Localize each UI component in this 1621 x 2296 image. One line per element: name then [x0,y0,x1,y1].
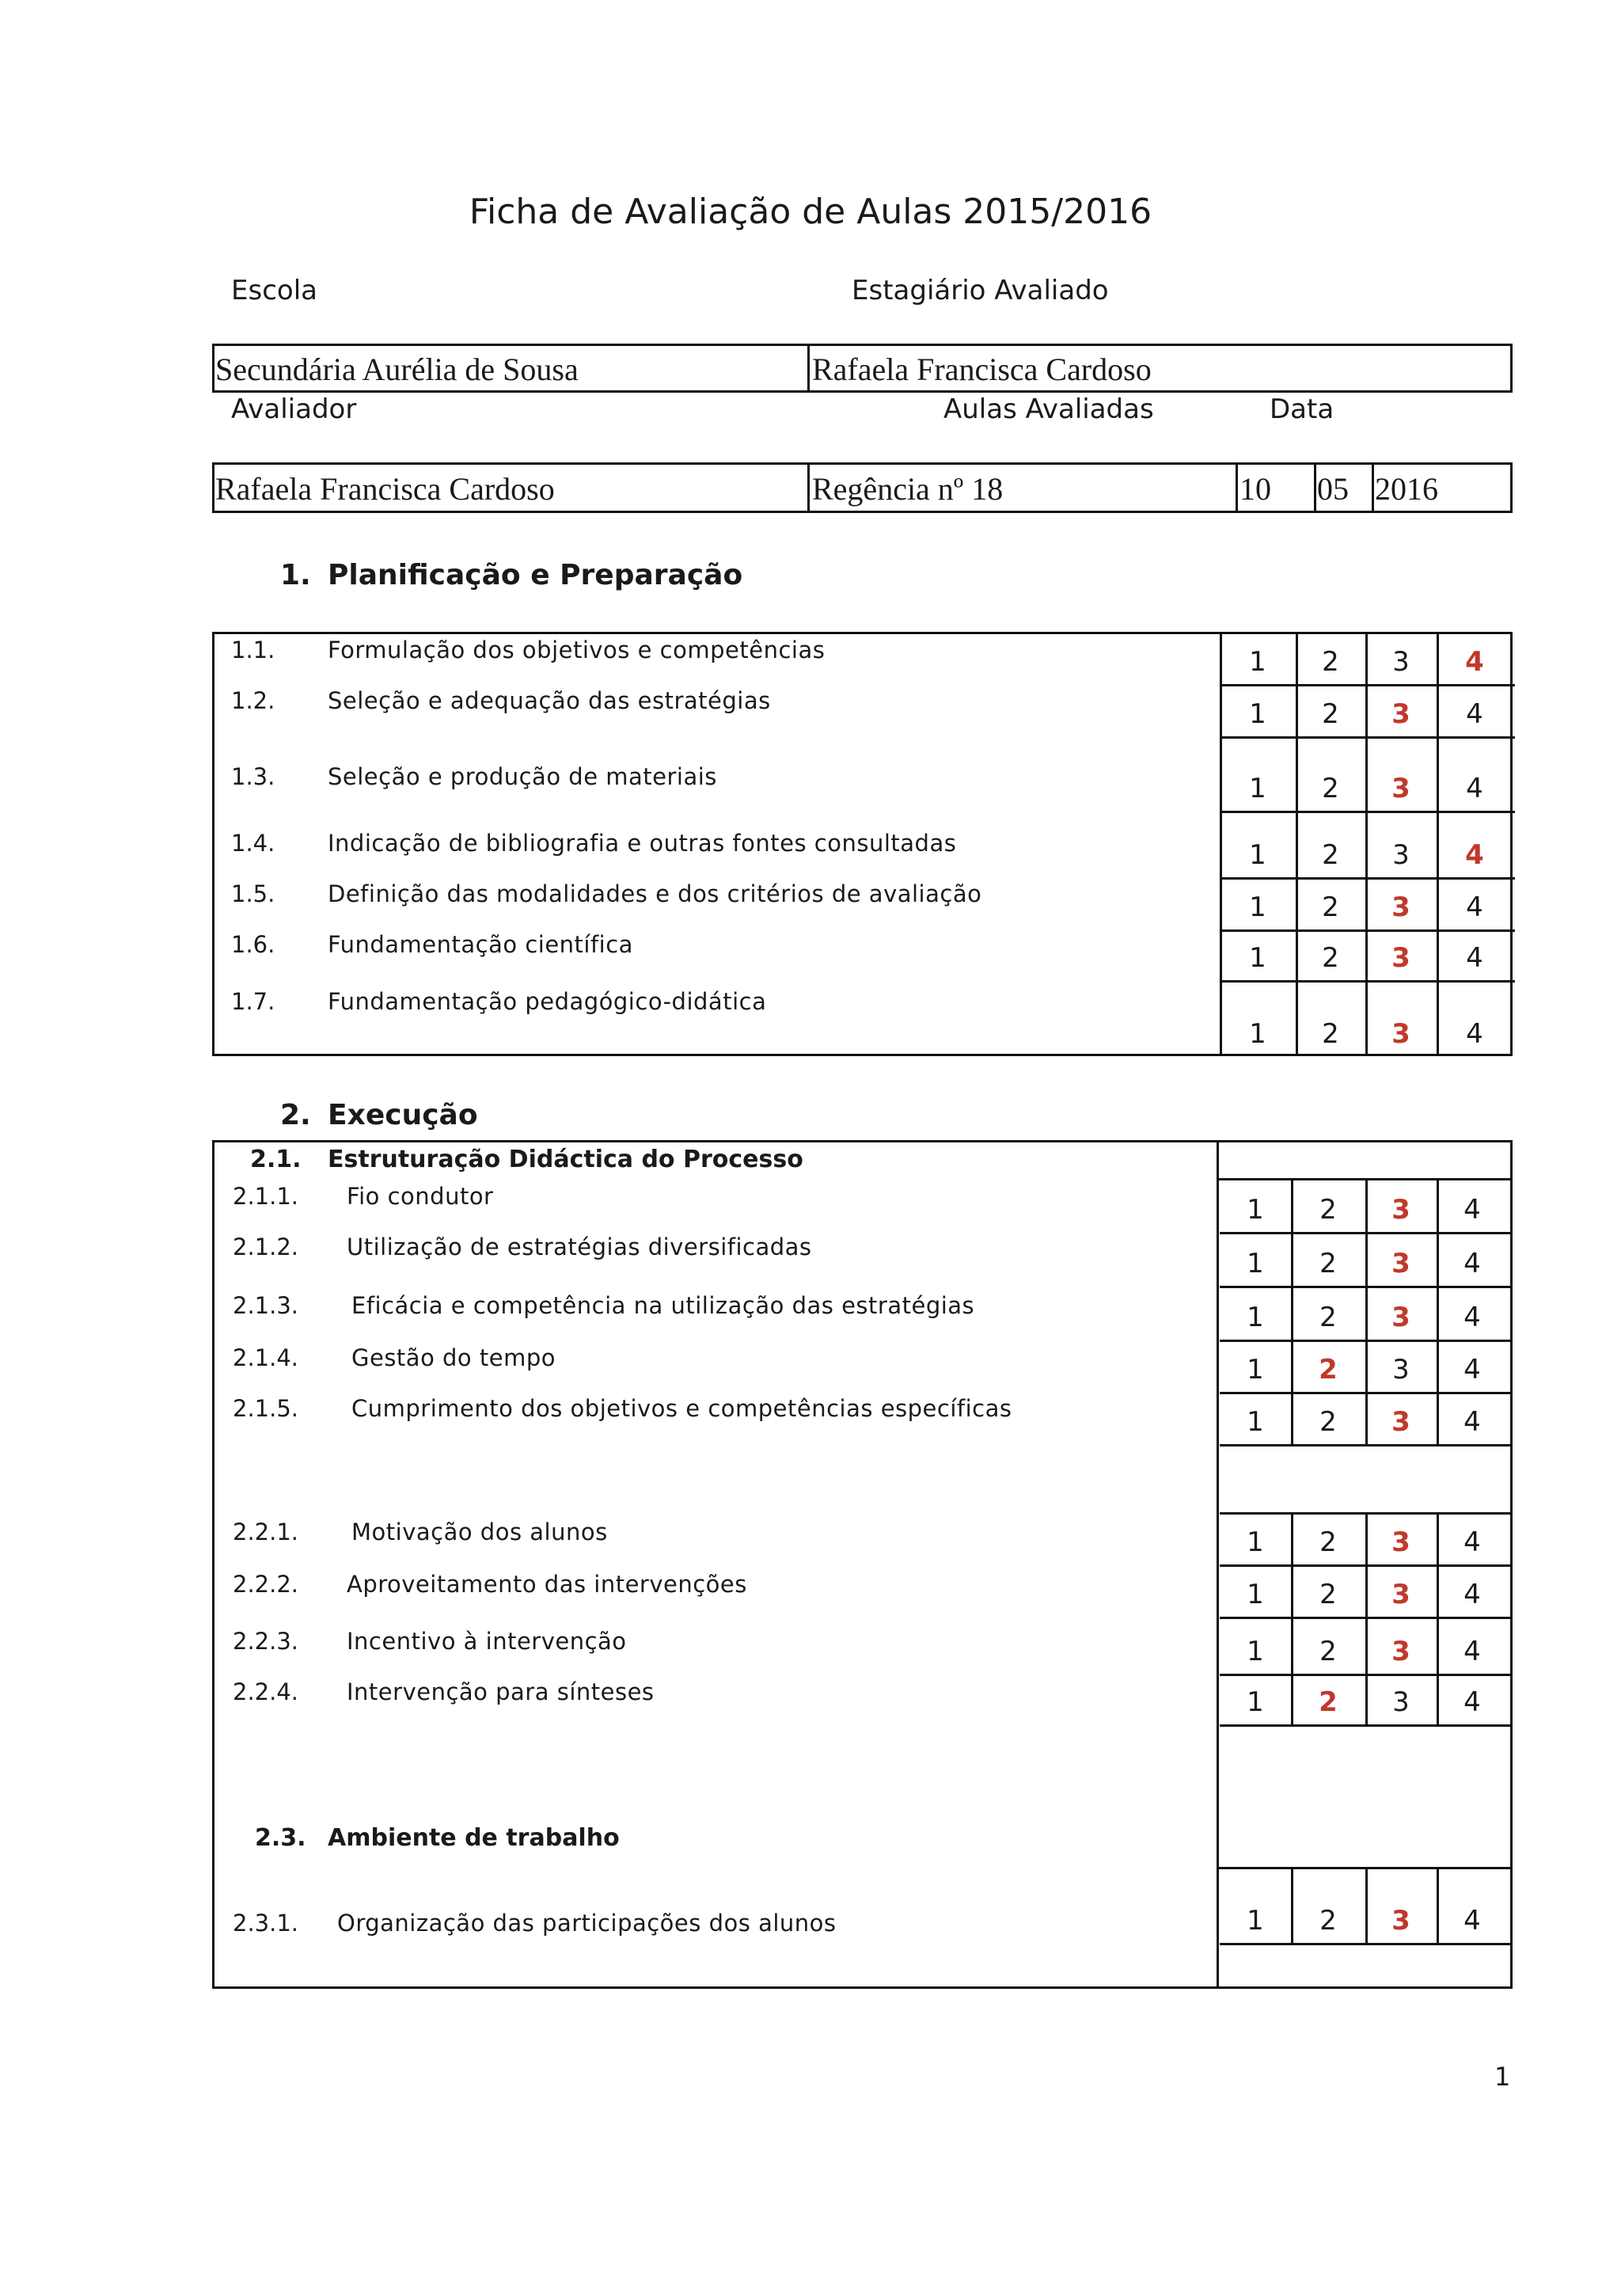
s1-item-text: Fundamentação pedagógico-didática [328,988,767,1015]
s1-cell-divider [1437,811,1439,877]
section2-title: Execução [328,1099,478,1131]
page-number: 1 [1494,2062,1511,2092]
s1-cell-divider [1365,684,1368,736]
s2-1-item-number: 2.1.4. [233,1344,299,1371]
s2-1-score: 1 [1247,1248,1264,1279]
avaliador-value: Rafaela Francisca Cardoso [215,471,555,507]
s1-item-number: 1.4. [231,830,275,857]
s2-2-cell-divider [1291,1564,1293,1617]
s1-score: 1 [1249,839,1266,871]
s2-1-cell-divider [1291,1178,1293,1232]
s1-cell-divider [1296,980,1298,1056]
s2-2-item-number: 2.2.1. [233,1519,299,1545]
s2-1-cell-divider [1365,1340,1368,1392]
s1-cell-divider [1437,736,1439,811]
s1-score: 1 [1249,646,1266,678]
s2-1-cell-divider [1291,1340,1293,1392]
page-title: Ficha de Avaliação de Aulas 2015/2016 [469,192,1152,232]
s2-1-item-number: 2.1.2. [233,1234,299,1260]
s1-cell-divider [1437,929,1439,980]
s1-score: 1 [1249,891,1266,923]
s1-score: 2 [1322,773,1339,804]
s2-1-score-selected: 3 [1391,1248,1410,1279]
s2-2-score-selected: 3 [1391,1579,1410,1610]
s1-score: 4 [1466,891,1483,923]
section1-title: Planificação e Preparação [328,559,743,591]
s1-score-selected: 3 [1391,773,1410,804]
s2-1-score: 3 [1392,1354,1410,1386]
s2-2-cell-divider [1437,1674,1439,1724]
s1-score: 4 [1466,942,1483,974]
s2-2-cell-divider [1365,1512,1368,1564]
s2-3-score: 4 [1463,1905,1481,1937]
s1-item-text: Definição das modalidades e dos critérios de avaliação [328,880,982,907]
s2-1-score-selected: 2 [1319,1354,1338,1386]
s2-1-score: 2 [1319,1248,1337,1279]
s2-2-row-line [1220,1724,1510,1727]
s1-score: 2 [1322,1018,1339,1050]
s2-1-cell-divider [1365,1286,1368,1340]
s1-score: 1 [1249,942,1266,974]
s1-score-selected: 3 [1391,891,1410,923]
s2-1-cell-divider [1437,1232,1439,1286]
s2-2-cell-divider [1437,1564,1439,1617]
s1-cell-divider [1296,811,1298,877]
s2-1-score: 1 [1247,1302,1264,1333]
s1-score-selected: 4 [1465,646,1484,678]
s2-2-cell-divider [1291,1674,1293,1724]
s2-1-score: 1 [1247,1194,1264,1226]
s2-2-cell-divider [1291,1617,1293,1674]
s1-score: 3 [1392,646,1410,678]
s1-score: 2 [1322,839,1339,871]
s2-1-cell-divider [1291,1232,1293,1286]
s2-2-cell-divider [1437,1617,1439,1674]
s1-cell-divider [1296,632,1298,684]
s2-3-score: 1 [1247,1905,1264,1937]
s2-1-item-text: Eficácia e competência na utilização das estratégias [351,1292,975,1319]
s2-2-cell-divider [1365,1564,1368,1617]
s1-cell-divider [1296,929,1298,980]
section1-number: 1. [280,559,311,591]
s1-item-number: 1.2. [231,687,275,714]
s1-score: 1 [1249,1018,1266,1050]
s2-3-score: 2 [1319,1905,1337,1937]
s2-2-item-text: Motivação dos alunos [351,1519,608,1545]
s2-2-cell-divider [1365,1674,1368,1724]
s2-2-cell-divider [1437,1512,1439,1564]
s2-2-score: 4 [1463,1526,1481,1558]
s1-item-number: 1.6. [231,931,275,958]
avaliador-label: Avaliador [231,393,357,425]
s2-2-score: 4 [1463,1636,1481,1667]
s1-score: 2 [1322,646,1339,678]
s2-2-score: 1 [1247,1526,1264,1558]
s2-2-score: 3 [1392,1686,1410,1718]
s2-1-cell-divider [1365,1232,1368,1286]
s1-score-selected: 3 [1391,1018,1410,1050]
s2-1-cell-divider [1365,1392,1368,1444]
s1-item-text: Seleção e produção de materiais [328,763,717,790]
s2-2-score: 4 [1463,1579,1481,1610]
s1-cell-divider [1437,877,1439,929]
s2-2-cell-divider [1365,1617,1368,1674]
escola-value: Secundária Aurélia de Sousa [215,352,579,387]
s2-3-cell-divider [1365,1867,1368,1943]
subsection-2-1-title: Estruturação Didáctica do Processo [328,1146,803,1173]
s2-1-cell-divider [1291,1392,1293,1444]
s2-1-cell-divider [1437,1286,1439,1340]
s2-2-cell-divider [1291,1512,1293,1564]
s2-1-item-text: Utilização de estratégias diversificadas [347,1234,812,1260]
s2-2-score-selected: 2 [1319,1686,1338,1718]
s2-1-score-selected: 3 [1391,1406,1410,1438]
s2-2-score: 4 [1463,1686,1481,1718]
estagiario-label: Estagiário Avaliado [852,275,1109,306]
date-year: 2016 [1375,471,1438,507]
s1-score: 3 [1392,839,1410,871]
s1-item-number: 1.3. [231,763,275,790]
s2-1-score: 4 [1463,1248,1481,1279]
s2-1-cell-divider [1291,1286,1293,1340]
s2-2-score-selected: 3 [1391,1526,1410,1558]
s2-2-score: 2 [1319,1526,1337,1558]
s2-3-item-text: Organização das participações dos alunos [337,1910,837,1937]
s2-3-header-line [1217,1867,1513,1869]
s2-1-item-text: Cumprimento dos objetivos e competências específicas [351,1395,1012,1422]
s2-1-cell-divider [1437,1340,1439,1392]
s1-cell-divider [1365,980,1368,1056]
s2-3-score-selected: 3 [1391,1905,1410,1937]
s1-item-number: 1.1. [231,637,275,663]
s2-1-score: 2 [1319,1194,1337,1226]
s2-1-score-selected: 3 [1391,1302,1410,1333]
s2-2-score: 1 [1247,1579,1264,1610]
estagiario-value: Rafaela Francisca Cardoso [812,352,1152,387]
escola-label: Escola [231,275,317,306]
s2-3-item-number: 2.3.1. [233,1910,299,1937]
s1-item-number: 1.5. [231,880,275,907]
s1-cell-divider [1296,684,1298,736]
s2-1-score: 4 [1463,1194,1481,1226]
s2-2-score-selected: 3 [1391,1636,1410,1667]
s1-cell-divider [1365,811,1368,877]
s2-1-cell-divider [1365,1178,1368,1232]
s1-cell-divider [1365,632,1368,684]
s1-score: 1 [1249,698,1266,730]
date-month: 05 [1317,471,1349,507]
s2-1-score: 1 [1247,1406,1264,1438]
s2-2-item-text: Intervenção para sínteses [347,1678,655,1705]
s2-3-cell-divider [1291,1867,1293,1943]
s1-item-text: Fundamentação científica [328,931,633,958]
s2-2-score: 2 [1319,1636,1337,1667]
s1-score-selected: 3 [1391,942,1410,974]
s2-2-item-number: 2.2.4. [233,1678,299,1705]
s1-cell-divider [1365,929,1368,980]
s1-score: 2 [1322,891,1339,923]
s1-cell-divider [1365,877,1368,929]
s2-1-item-text: Fio condutor [347,1183,494,1210]
s1-cell-divider [1296,877,1298,929]
s1-score: 2 [1322,942,1339,974]
s1-cell-divider [1365,736,1368,811]
subsection-2-1-number: 2.1. [250,1146,302,1173]
s1-score: 2 [1322,698,1339,730]
s2-2-score: 1 [1247,1636,1264,1667]
s1-cell-divider [1437,980,1439,1056]
s2-3-cell-divider [1437,1867,1439,1943]
s1-score-selected: 4 [1465,839,1484,871]
s2-2-item-text: Aproveitamento das intervenções [347,1571,747,1598]
s2-1-cell-divider [1437,1178,1439,1232]
s1-score-selected: 3 [1391,698,1410,730]
s2-1-item-number: 2.1.3. [233,1292,299,1319]
s2-1-score: 1 [1247,1354,1264,1386]
s2-1-score: 4 [1463,1354,1481,1386]
s2-1-score: 2 [1319,1406,1337,1438]
subsection-2-3-number: 2.3. [255,1824,306,1852]
s1-score: 1 [1249,773,1266,804]
s2-1-item-text: Gestão do tempo [351,1344,556,1371]
s2-3-row-line [1220,1943,1510,1945]
s1-cell-divider [1296,736,1298,811]
s2-2-item-text: Incentivo à intervenção [347,1628,627,1655]
s2-2-score: 2 [1319,1579,1337,1610]
data-label: Data [1270,393,1334,425]
s2-1-row-line [1220,1444,1510,1446]
s1-cell-divider [1437,684,1439,736]
s1-item-number: 1.7. [231,988,275,1015]
aulas-label: Aulas Avaliadas [943,393,1154,425]
s2-2-score: 1 [1247,1686,1264,1718]
s2-1-score: 4 [1463,1302,1481,1333]
s1-cell-divider [1437,632,1439,684]
s2-1-score: 4 [1463,1406,1481,1438]
s2-2-item-number: 2.2.3. [233,1628,299,1655]
s2-1-item-number: 2.1.1. [233,1183,299,1210]
s1-item-text: Indicação de bibliografia e outras fontes consultadas [328,830,957,857]
s1-item-text: Formulação dos objetivos e competências [328,637,826,663]
s2-1-score: 2 [1319,1302,1337,1333]
s1-score: 4 [1466,698,1483,730]
section2-number: 2. [280,1099,311,1131]
s1-item-text: Seleção e adequação das estratégias [328,687,771,714]
s2-1-score-selected: 3 [1391,1194,1410,1226]
s2-1-cell-divider [1437,1392,1439,1444]
s1-score: 4 [1466,773,1483,804]
aulas-value: Regência nº 18 [812,471,1004,507]
subsection-2-3-title: Ambiente de trabalho [328,1824,620,1852]
s2-2-item-number: 2.2.2. [233,1571,299,1598]
s2-1-item-number: 2.1.5. [233,1395,299,1422]
s1-score: 4 [1466,1018,1483,1050]
date-day: 10 [1239,471,1271,507]
